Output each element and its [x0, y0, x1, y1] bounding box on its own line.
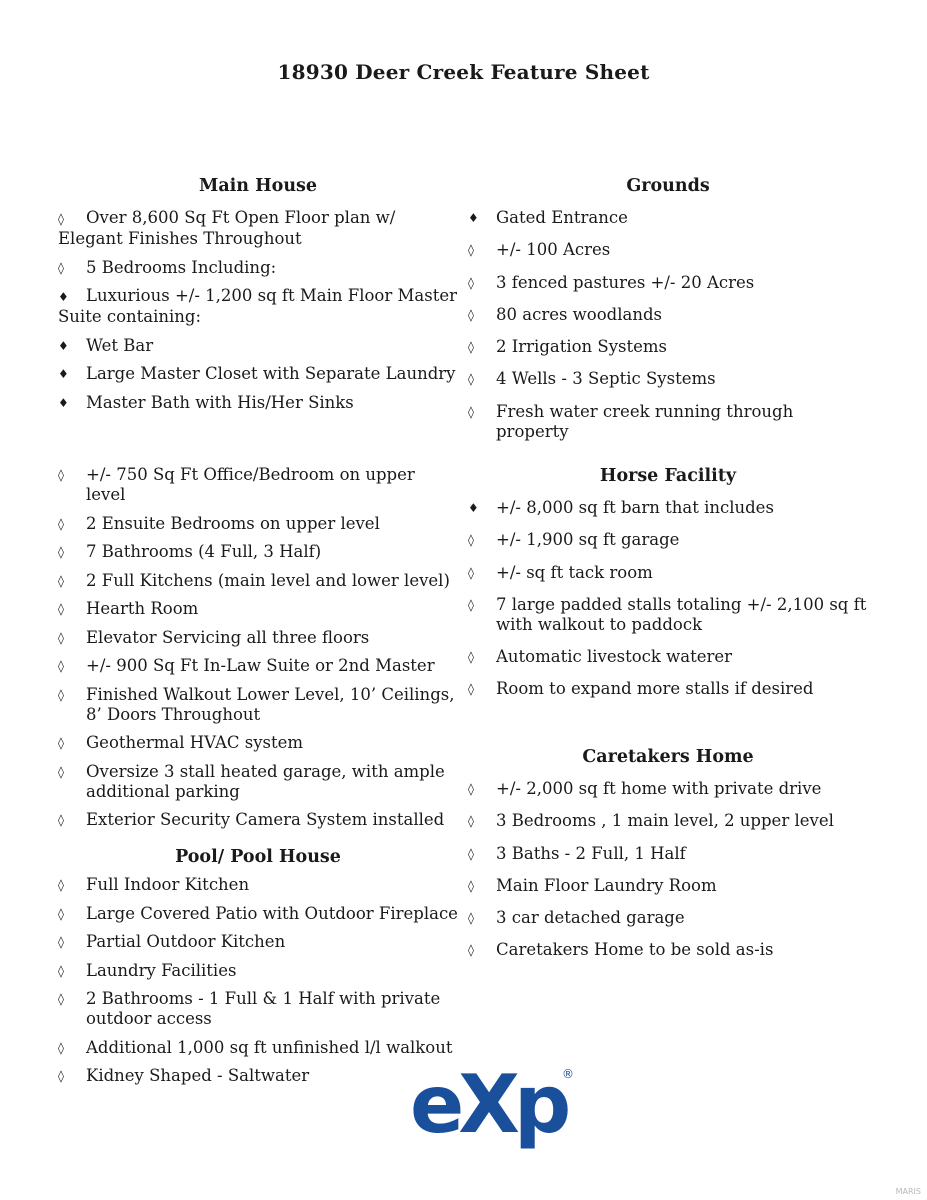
- open-diamond-bullet-icon: ◊: [58, 935, 64, 949]
- open-diamond-bullet-icon: ◊: [58, 659, 64, 673]
- list-item: [468, 779, 868, 799]
- list-item: [58, 514, 458, 534]
- open-diamond-bullet-icon: ◊: [58, 602, 64, 616]
- list-item: [58, 465, 458, 505]
- list-item-text: +/- 8,000 sq ft barn that includes: [496, 498, 774, 517]
- list-item-text: +/- sq ft tack room: [496, 562, 653, 582]
- list-item-text: 3 car detached garage: [496, 908, 685, 928]
- open-diamond-bullet-icon: ◊: [58, 516, 64, 531]
- list-item: [468, 305, 868, 325]
- caretakers-home-heading: Caretakers Home: [582, 747, 754, 767]
- open-diamond-bullet-icon: ◊: [58, 687, 64, 702]
- right-column: [468, 0, 868, 1200]
- list-item-text: Automatic livestock waterer: [496, 647, 733, 667]
- list-item-text: +/- 2,000 sq ft home with private drive: [496, 779, 822, 798]
- list-item-text: Large Master Closet with Separate Laundry: [86, 364, 456, 383]
- list-item-text: 2 Ensuite Bedrooms on upper level: [86, 513, 380, 533]
- list-item: [58, 258, 458, 278]
- open-diamond-bullet-icon: ◊: [58, 736, 64, 750]
- open-diamond-bullet-icon: ◊: [468, 275, 474, 290]
- list-item-text: 3 Bedrooms , 1 main level, 2 upper level: [496, 811, 834, 831]
- list-item: [468, 940, 868, 960]
- open-diamond-bullet-icon: ◊: [468, 565, 474, 580]
- exp-logo: [410, 1060, 580, 1160]
- list-item-text: 7 large padded stalls totaling +/- 2,100 sq ft with walkout to paddock: [496, 594, 867, 634]
- grounds-heading: Grounds: [626, 176, 710, 196]
- grounds-list: [468, 208, 868, 454]
- list-item: [58, 656, 458, 676]
- left-column: [58, 0, 458, 1200]
- list-item-text: +/- 100 Acres: [496, 240, 611, 260]
- open-diamond-bullet-icon: ◊: [58, 878, 64, 892]
- open-diamond-bullet-icon: ◊: [468, 878, 474, 893]
- list-item-text: 3 fenced pastures +/- 20 Acres: [496, 272, 755, 292]
- list-item-text: Kidney Shaped - Saltwater: [86, 1066, 310, 1085]
- list-item-text: Over 8,600 Sq Ft Open Floor plan w/ Elegant Finishes Throughout: [58, 208, 396, 248]
- exp-logo-text: eXp: [410, 1060, 566, 1151]
- open-diamond-bullet-icon: ◊: [468, 372, 474, 387]
- list-item-text: 80 acres woodlands: [496, 304, 663, 324]
- list-item-text: Gated Entrance: [496, 208, 628, 227]
- list-item-text: Elevator Servicing all three floors: [86, 627, 370, 647]
- list-item: [58, 208, 458, 249]
- list-item: [58, 685, 458, 725]
- list-item-text: Geothermal HVAC system: [86, 733, 304, 752]
- list-item-text: 7 Bathrooms (4 Full, 3 Half): [86, 542, 322, 561]
- list-item-text: Hearth Room: [86, 599, 199, 618]
- list-item: [58, 961, 458, 981]
- list-item: [468, 498, 868, 518]
- list-item-text: 2 Bathrooms - 1 Full & 1 Half with private outdoor access: [86, 989, 441, 1028]
- open-diamond-bullet-icon: ◊: [468, 814, 474, 829]
- list-item: [58, 599, 458, 619]
- list-item: [468, 369, 868, 389]
- list-item: [58, 875, 458, 895]
- solid-diamond-bullet-icon: ♦: [58, 290, 69, 304]
- open-diamond-bullet-icon: ◊: [58, 1040, 64, 1055]
- open-diamond-bullet-icon: ◊: [58, 260, 64, 275]
- solid-diamond-bullet-icon: ♦: [58, 338, 69, 353]
- list-item: [468, 208, 868, 228]
- list-item: [468, 876, 868, 896]
- list-item: [58, 364, 458, 384]
- list-item-text: Wet Bar: [86, 335, 154, 355]
- list-item-text: Additional 1,000 sq ft unfinished l/l walkout: [86, 1037, 453, 1057]
- list-item: [468, 647, 868, 667]
- horse-facility-list: [468, 498, 868, 712]
- solid-diamond-bullet-icon: ♦: [58, 395, 69, 410]
- main-house-heading: Main House: [198, 176, 318, 196]
- open-diamond-bullet-icon: ◊: [468, 782, 474, 796]
- open-diamond-bullet-icon: ◊: [468, 243, 474, 258]
- list-item: [58, 628, 458, 648]
- pool-house-list: [58, 875, 458, 1095]
- open-diamond-bullet-icon: ◊: [58, 992, 64, 1006]
- list-item: [58, 571, 458, 591]
- list-item: [468, 337, 868, 357]
- list-item: [58, 393, 458, 413]
- list-item-text: +/- 1,900 sq ft garage: [496, 530, 680, 550]
- open-diamond-bullet-icon: ◊: [468, 943, 474, 958]
- list-item: [58, 762, 458, 802]
- list-item-text: Luxurious +/- 1,200 sq ft Main Floor Master Suite containing:: [58, 286, 457, 326]
- list-item: [468, 844, 868, 864]
- open-diamond-bullet-icon: ◊: [468, 404, 474, 419]
- list-item: [468, 679, 868, 699]
- open-diamond-bullet-icon: ◊: [468, 911, 474, 926]
- open-diamond-bullet-icon: ◊: [58, 1069, 64, 1083]
- list-item: [58, 542, 458, 562]
- list-item-text: 5 Bedrooms Including:: [86, 257, 277, 277]
- open-diamond-bullet-icon: ◊: [468, 597, 474, 612]
- list-item-text: 4 Wells - 3 Septic Systems: [496, 369, 716, 389]
- watermark: MARIS: [895, 1187, 921, 1196]
- list-item-text: Caretakers Home to be sold as-is: [496, 940, 774, 960]
- page-title: 18930 Deer Creek Feature Sheet: [277, 60, 650, 84]
- open-diamond-bullet-icon: ◊: [468, 307, 474, 322]
- list-item-text: Master Bath with His/Her Sinks: [86, 392, 354, 412]
- horse-facility-heading: Horse Facility: [599, 466, 737, 486]
- open-diamond-bullet-icon: ◊: [58, 630, 64, 645]
- list-item: [468, 530, 868, 550]
- list-item-text: Exterior Security Camera System installed: [86, 810, 445, 829]
- list-item: [58, 810, 458, 830]
- main-house-more-list: [58, 465, 458, 839]
- list-item: [58, 336, 458, 356]
- list-item: [58, 1066, 458, 1086]
- list-item-text: 2 Irrigation Systems: [496, 337, 668, 357]
- list-item-text: Fresh water creek running through property: [496, 401, 794, 441]
- open-diamond-bullet-icon: ◊: [58, 468, 64, 482]
- open-diamond-bullet-icon: ◊: [468, 340, 474, 355]
- solid-diamond-bullet-icon: ♦: [468, 211, 479, 225]
- solid-diamond-bullet-icon: ♦: [58, 367, 69, 381]
- list-item: [468, 811, 868, 831]
- list-item-text: Full Indoor Kitchen: [86, 875, 250, 894]
- open-diamond-bullet-icon: ◊: [468, 846, 474, 861]
- list-item: [468, 240, 868, 260]
- open-diamond-bullet-icon: ◊: [468, 682, 474, 697]
- list-item-text: Main Floor Laundry Room: [496, 875, 717, 895]
- list-item: [468, 402, 868, 442]
- registered-mark: ®: [562, 1067, 574, 1081]
- pool-house-heading: Pool/ Pool House: [175, 847, 341, 867]
- main-house-list: [58, 208, 458, 421]
- list-item: [468, 595, 868, 635]
- list-item-text: 3 Baths - 2 Full, 1 Half: [496, 843, 686, 863]
- list-item: [58, 733, 458, 753]
- open-diamond-bullet-icon: ◊: [58, 212, 64, 226]
- list-item-text: Large Covered Patio with Outdoor Fireplace: [86, 903, 458, 923]
- list-item: [468, 563, 868, 583]
- open-diamond-bullet-icon: ◊: [58, 813, 64, 827]
- list-item: [58, 904, 458, 924]
- open-diamond-bullet-icon: ◊: [58, 573, 64, 588]
- solid-diamond-bullet-icon: ♦: [468, 501, 479, 515]
- list-item: [58, 989, 458, 1029]
- list-item-text: Partial Outdoor Kitchen: [86, 932, 286, 951]
- open-diamond-bullet-icon: ◊: [58, 963, 64, 978]
- list-item-text: Laundry Facilities: [86, 960, 237, 980]
- list-item-text: +/- 900 Sq Ft In-Law Suite or 2nd Master: [86, 656, 435, 675]
- list-item-text: Finished Walkout Lower Level, 10’ Ceilings, 8’ Doors Throughout: [86, 684, 455, 724]
- open-diamond-bullet-icon: ◊: [468, 533, 474, 548]
- list-item-text: Room to expand more stalls if desired: [496, 679, 814, 699]
- open-diamond-bullet-icon: ◊: [58, 545, 64, 559]
- open-diamond-bullet-icon: ◊: [58, 906, 64, 921]
- open-diamond-bullet-icon: ◊: [468, 650, 474, 665]
- caretakers-home-list: [468, 779, 868, 973]
- open-diamond-bullet-icon: ◊: [58, 764, 64, 779]
- list-item: [468, 273, 868, 293]
- list-item-text: +/- 750 Sq Ft Office/Bedroom on upper level: [86, 465, 415, 504]
- list-item-text: Oversize 3 stall heated garage, with ample additional parking: [86, 761, 445, 801]
- list-item: [468, 908, 868, 928]
- list-item: [58, 286, 458, 327]
- list-item: [58, 932, 458, 952]
- list-item: [58, 1038, 458, 1058]
- list-item-text: 2 Full Kitchens (main level and lower level): [86, 570, 450, 590]
